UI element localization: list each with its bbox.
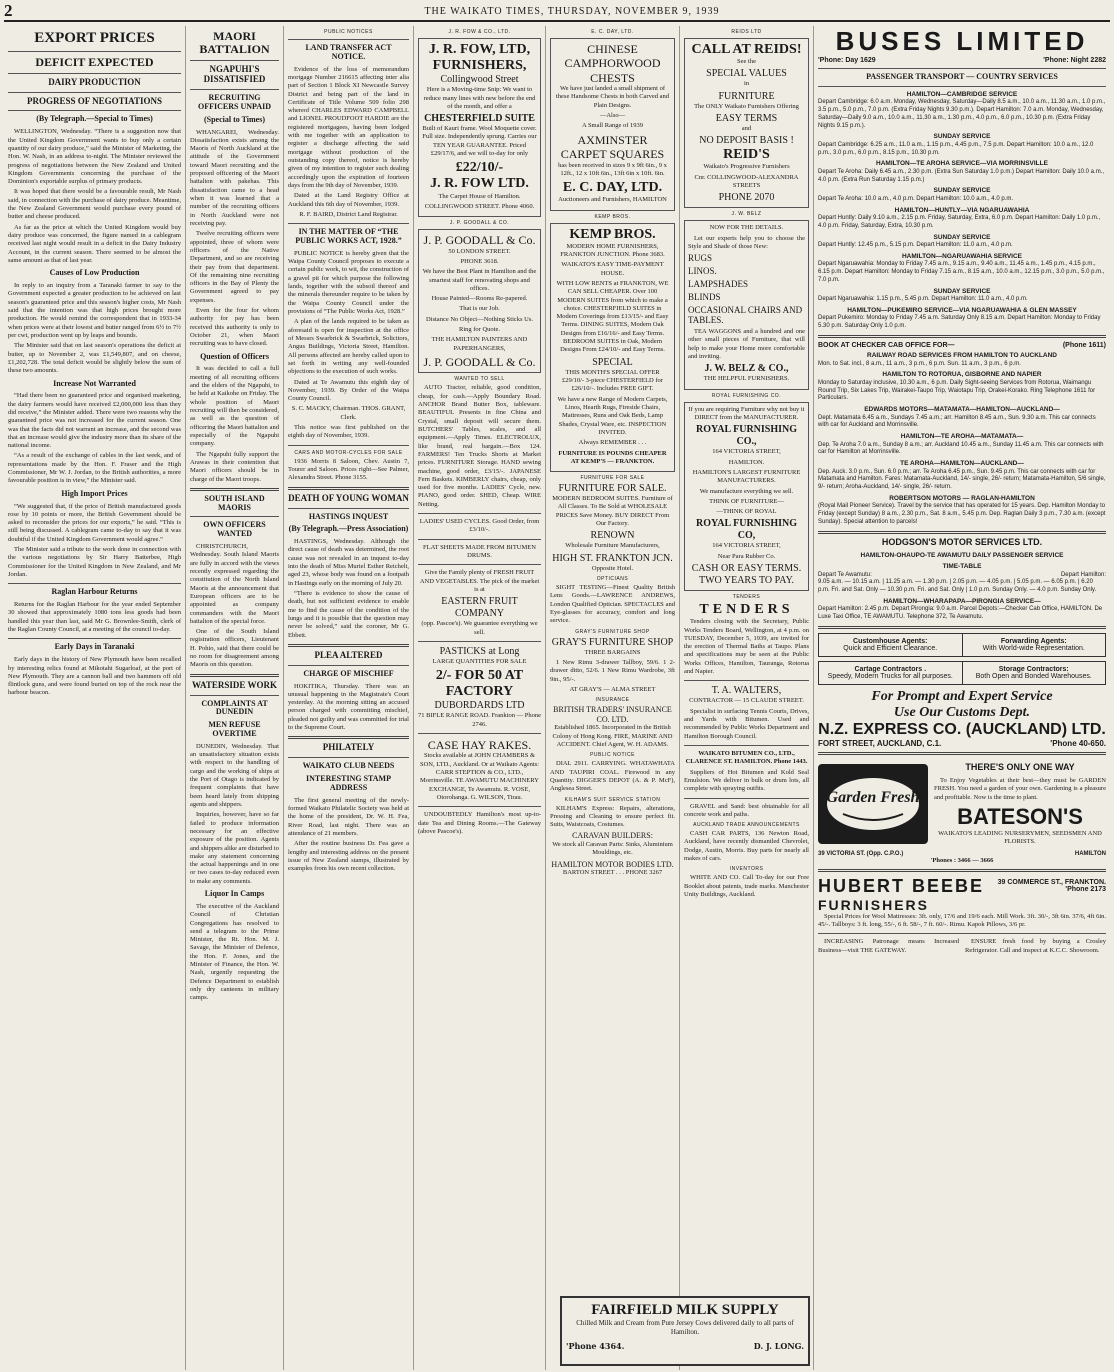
ad-text: 50 LONDON STREET. [448,247,511,255]
article-paragraph: Early days in the history of New Plymouth have been recalled by interesting relics found at Mikotahi Sugarloaf, at the port of New Plymouth. They are a cannon ball and two hammers off old flintlock guns, and were found buried on top of the rock near the harbour beacon. [8,656,181,697]
headline: PHILATELY [322,742,375,753]
notice-signature: S. C. MACKY, Chairman. THOS. GRANT, Clerk. [291,405,406,421]
byline: (By Telegraph.—Press Association) [288,524,409,534]
article-paragraph: The Minister said that on last season's operations the deficit at butter, up to November 2, was £1,549,807, and on cheese, £1,202,728. The total deficit would be slightly below the sum of these two amounts. [8,342,181,375]
ad-price: 2/- FOR 50 AT FACTORY [435,668,524,700]
ad-list-item: OCCASIONAL CHAIRS AND TABLES. [688,304,803,326]
ad-kemp-bros [550,223,675,473]
ad-title: J. R. FOW LTD. [430,176,529,192]
ad-text: WAIKATO'S LEADING NURSERYMEN, SEEDSMEN AND FLORISTS. [938,829,1102,846]
section-label: KILHAM'S SUIT SERVICE STATION [564,796,661,803]
ad-text: The Carpet House of Hamilton. [438,192,521,200]
article-paragraph: It was hoped that there would be a favourable result, Mr Nash said, in connection with the purchase of dairy produce. Meantime, the New Zealand Government would purchase every pound of butter and cheese produced. [8,188,181,221]
ad-text: Ring for Quote. [459,326,500,334]
notice-text: PUBLIC NOTICE is hereby given that the Waipa County Council proposes to execute a certain public work, to wit, the construction of a gravel pit for which purpose the following lands, together with the subsoil thereof and the minerals thereunder require to be taken by the Waipa County Council under the provisions of “The Public Works Act, 1928.” [288,249,409,315]
ad-title: PASTICKS at Long [439,645,520,657]
ad-batesons [818,759,1106,848]
ad-text: Speedy, Modern Trucks for all purposes. [827,673,953,681]
ad-title-hubert-beebe: HUBERT BEEBE [818,875,985,896]
notice-text: Dated at the Land Registry Office at Auckland this 6th day of November, 1939. [288,192,409,208]
ad-title: CASH OR EASY TERMS. [691,563,802,575]
subhead: CHARGE OF MISCHIEF [303,668,394,678]
ad-text: NOW FOR THE DETAILS. [709,224,784,232]
byline: (Special to Times) [203,114,266,124]
notice-text: A plan of the lands required to be taken as aforesaid is open for inspection at the office of Messrs Swarbrick & Swarbrick, Solicitors, Angus Buildings, Victoria Street, Hamilton. All persons affected are hereby called upon to set forth in writing any well-founded objections to the execution of such works. [288,318,409,376]
article-paragraph: One of the South Island registration officers, Lieutenant H. Pohio, said that there could be no room for disagreement among Maoris on this question. [190,628,279,669]
ad-title: SPECIAL [592,356,633,368]
ad-product: CHESTERFIELD SUITE [424,113,535,125]
timetable-ngaruawahia: HAMILTON—NGARUAWAHIA SERVICE Depart Ngaruawahia: Monday to Friday 7.45 a.m., 9.15 a.m., 9.40 a.m., 11.45 a.m., 1.45 p.m., 4.15 p.m., 6.15 p.m. Depart Hamilton: Monday to Friday 7.15 a.m., 8.15 a.m., 10.0 a.m., 12.15 p.m., 3.0 p.m., 5.0 p.m., 7.0 p.m. SUNDAY SERVICE Depart Ngaruawahia: 1.15 p.m., 5.45 p.m. Depart Hamilton: 11.0 a.m., 4.0 p.m. [818,252,1105,303]
ad-address: Collingwood Street [440,74,519,86]
article-paragraph: “Had there been no guaranteed price and organised marketing, the dairy farmers would have received £2,000,000 less than they did receive,” the Minister added. There were two reasons why the guaranteed price was not increased for the current season. One was that the facts did not warrant an increase, and the second was that an increase would give the industry more than its share of the national income. [8,392,181,450]
article-paragraph: After the routine business Dr. Fea gave a lengthy and interesting address on the present issue of New Zealand stamps, illustrated by examples from his own recent collection. [288,840,409,873]
ad-title: SPECIAL VALUES [706,68,787,80]
ad-phone: 'Phone 4364. [566,1341,625,1352]
notice-text: Evidence of the loss of memorandum mortgage Number 216615 affecting inter alia part of Section 1 Block XI Newcastle Survey District and being part of the land in Certificate of Title Volume 509 folio 298 whereof CHARLES EDWARD CAMPBELL and LIONEL PROUDFOOT HARDIE are the registered mortgagees, having been lodged with me together with an application to register a discharge affecting the said mortgage without production of the outstanding copy thereof, notice is hereby given of my intention to register such dealing accordingly upon the expiration of fourteen days from the 9th day of November, 1939. [288,65,409,189]
section-label: OPTICIANS [596,576,629,583]
classified-text: LARGE QUANTITIES FOR SALE [432,657,527,665]
column-maori-battalion [186,26,284,1370]
subhead-deficit: DEFICIT EXPECTED [35,54,154,69]
ad-text: FURNITURE IS POUNDS CHEAPER AT KEMP'S — FRANKTON. [558,449,667,465]
ad-title: J. R. FOW, LTD, FURNISHERS, [428,42,531,74]
ad-text: Specialist in surfacing Tennis Courts, Drives, and Yards with Bitumen. Used and recommended by Public Works Department and Hamilton Borough Council. [684,707,809,740]
timetable-pukemiro: HAMILTON—PUKEMIRO SERVICE—VIA NGARUAWAHIA & GLEN MASSEY Depart Pukemiro: Monday to Friday 7.45 a.m. Saturday Only 8.15 a.m. Depart Hamilton: Monday to Friday 5.30 p.m. Saturday Only 1.0 p.m. [818,307,1101,330]
ad-text: Distance No Object—Nothing Sticks Us. [425,315,534,323]
classified-text: KILHAM'S Express: Repairs, alterations, Pressing and Cleaning to ensure perfect fit. Suits, Waistcoats, Costumes. [550,804,675,829]
notice-heading: IN THE MATTER OF “THE PUBLIC WORKS ACT, 1928.” [295,227,402,246]
timetable-te-aroha: HAMILTON—TE AROHA SERVICE—VIA MORRINSVILLE Depart Te Aroha: Daily 6.45 a.m., 2.30 p.m. (Extra Sun Saturday 1.0 p.m.) Depart Hamilton: Daily 10.0 a.m., 4.0 p.m. (Extra Run Saturday 1.15 p.m.) SUNDAY SERVICE Depart Te Aroha: 10.0 a.m., 4.0 p.m. Depart Hamilton: 10.0 a.m., 4.0 p.m. [818,160,1105,202]
ad-text: HAMILTON. [728,458,765,466]
section-label: FURNITURE FOR SALE [580,475,645,482]
ad-address: 39 COMMERCE ST., FRANKTON. [997,879,1106,887]
article-paragraph: In reply to an inquiry from a Taranaki farmer to say to the Government expected a greater production to be achieved on last season's guaranteed price and this season's higher costs, Mr Nash said that the intention was that high prices brought more production. He would remind the correspondent that in 1933-34 when prices were at their lowest and butter ranged from 6½ to 7½ per cwt, production went up by leaps and bounds. [8,282,181,339]
ad-text: COLLINGWOOD STREET. Phone 4060. [424,202,535,210]
ad-title: J. P. GOODALL & Co. [423,355,536,370]
section-label: WANTED TO SELL [454,376,505,383]
ad-nz-express-2 [818,661,1106,685]
svg-text:Garden Fresh: Garden Fresh [826,788,920,806]
classified-text: 71 BIFLE RANGE ROAD. Frankton — Phone 2746. [418,712,541,728]
notice-text: This notice was first published on the eighth day of November, 1939. [288,424,409,440]
ad-jr-fow [418,38,541,217]
classified-text: UNDOUBTEDLY Hamilton's most up-to-date Tea and Dining Rooms.—The Gateway (above Pascoe's). [418,811,541,835]
phone-day: 'Phone: Day 1629 [818,57,876,64]
ad-heading: Cartage Contractors . [854,666,927,674]
headline: DEATH OF YOUNG WOMAN [288,492,409,503]
ad-title-hodgson: HODGSON'S MOTOR SERVICES LTD. [881,536,1043,547]
ad-text: We stock all Caravan Parts: Sinks, Aluminium Mouldings, etc. [552,841,673,857]
ad-slogan: For Prompt and Expert Service [871,689,1053,705]
ad-list-item: BLINDS [688,291,721,302]
ad-text: THINK OF FURNITURE— [709,497,784,505]
subhead: OWN OFFICERS WANTED [203,520,266,539]
ad-title: AXMINSTER CARPET SQUARES [560,132,665,162]
ad-title-nz-express: N.Z. EXPRESS CO. (AUCKLAND) LTD. [818,721,1106,739]
ad-goodall [418,229,541,373]
ad-title: DUBORDARDS LTD [434,700,525,712]
ad-title: HAMILTON MOTOR BODIES LTD. [551,859,674,869]
section-label: INVENTORS [729,866,764,873]
column-buses-limited [814,26,1110,1370]
ad-title: CARAVAN BUILDERS: [572,831,653,841]
ad-title: RENOWN [590,530,635,542]
notice-text: Dated at Te Awamutu this eighth day of November, 1939. By Order of the Waipa County Council. [288,378,409,403]
ad-text: Here is a Moving-time Snip: We want to reduce many lines with new before the end of the month, and offer a [423,86,536,110]
page-number: 2 [4,1,13,20]
ad-text: We have a new Range of Modern Carpets, Linos, Hearth Rugs, Fireside Chairs, Mattresses, Runs and Oak Beds, Lamp Shades, Crystal Ware, etc. INSPECTION INVITED. [557,395,668,436]
article-paragraph: The Ngapuhi fully support the Arawas in their contention that Maori officers should be in charge of the Maori troops. [190,450,279,483]
ad-heading: THERE'S ONLY ONE WAY [965,762,1075,773]
ad-title: ROYAL FURNISHING CO, [695,518,798,542]
article-paragraph: As far as the price at which the United Kingdom would buy dairy produce was concerned, the figure named in a cablegram received last night would result in a deficit in the Dairy Industry Account, in the current season. There seemed to be almost the same amount as that of last year. [8,223,181,264]
classified-text: 1936 Morris 8 Saloon, Chev. Austin 7, Tourer and Saloon. Prices right—See Palmer, Alexandra Street. Phone 3155. [288,457,409,482]
ad-text: Established 1865. Incorporated in the British Colony of Hong Kong. FIRE, MARINE AND ACCIDENT. Chief Agent, W. H. ADAMS. [552,724,673,748]
garden-fresh-icon [823,774,923,834]
headline: SOUTH ISLAND MAORIS [204,493,265,512]
section-heading: High Import Prices [61,488,128,498]
subhead-dairy: DAIRY PRODUCTION [48,76,141,87]
section-label: E. C. DAY, LTD. [591,29,634,35]
classified-text: SIGHT TESTING—Finest Quality British Lens Goods.—LAWRENCE ANDREWS, London Qualified Optician. SPECTACLES and Eye-glasses for accuracy, comfort and long service. [550,584,675,625]
ad-ec-day [550,38,675,211]
ad-text: A Small Range of 1939 [581,122,644,130]
ad-slogan: Use Our Customs Dept. [893,705,1031,721]
ad-title: GRAY'S FURNITURE SHOP [551,636,674,648]
ad-title: CALL AT REIDS! [691,42,802,57]
ad-title: TWO YEARS TO PAY. [698,575,795,587]
ad-heading: Forwarding Agents: [1000,638,1067,646]
section-label: GRAY'S FURNITURE SHOP [575,628,650,635]
ad-text: If you are requiring Furniture why not buy it DIRECT from the MANUFACTURER. [688,405,805,421]
headline-export-prices: EXPORT PRICES [34,30,155,46]
article-paragraph: “There is evidence to show the cause of death, but not sufficient evidence to enable me to find the cause of the condition of the lungs and it is possible that the question may never be solved,” said the coroner, Mr G. Ebbett. [288,589,409,639]
classified-text: Give the Family plenty of FRESH FRUIT AND VEGETABLES. The pick of the market is at [419,569,540,593]
section-label: J. W. BELZ [731,211,762,218]
ad-phone: 'Phones : 3466 — 3666 [930,856,994,864]
section-label: TENDERS [732,594,761,601]
ad-text: PHONE 3618. [460,257,499,265]
section-label: PUBLIC NOTICE [590,752,635,759]
ad-text: has been received in sizes 9 x 9ft 6in., 9 x 12ft., 12 x 10ft 6in., 13ft 6in x 10ft. 6in. [558,161,667,177]
ad-title: BRITISH TRADERS' INSURANCE CO. LTD. [553,705,672,724]
subhead-progress: PROGRESS OF NEGOTIATIONS [26,95,163,106]
ad-heading: Customhouse Agents: [853,638,928,646]
ad-title: FURNITURE [718,90,775,102]
ad-reids [684,38,809,208]
ad-title: TENDERS [699,602,794,618]
ad-text: THREE BARGAINS [584,648,641,656]
ad-title: J. W. BELZ & CO., [704,363,789,375]
ad-city: HAMILTON [1074,850,1106,857]
ad-text: —THINK OF ROYAL [716,508,777,516]
ad-title: FURNITURE FOR SALE. [558,483,667,495]
subhead: INTERESTING STAMP ADDRESS [306,774,391,792]
notice-heading: LAND TRANSFER ACT NOTICE. [305,43,392,61]
ad-title: E. C. DAY, LTD. [562,180,663,196]
ad-text: We have the Best Plant in Hamilton and the smartest staff for renovating shops and offices. [422,268,537,292]
ad-belz [684,220,809,389]
section-label: ROYAL FURNISHING CO. [711,392,782,399]
ad-title: FAIRFIELD MILK SUPPLY [591,1302,779,1318]
checker-cab-phone: (Phone 1611) [1062,342,1106,350]
classified-text: DIAL 2911. CARRYING. WHATAWHATA AND TAUPIRI COAL. Firewood in any Quantity. DIGGER'S DEPOT (A. & P. McF), Anglesea Street. [550,760,675,793]
section-heading: Causes of Low Production [49,268,140,278]
ad-proprietor: D. J. LONG. [753,1341,804,1352]
section-label: J. R. FOW & CO., LTD. [448,29,511,35]
ad-title: J. P. GOODALL & Co. [423,233,536,248]
section-label: CARS AND MOTOR-CYCLES FOR SALE [294,449,403,456]
ad-text: WAIKATO BITUMEN CO., LTD., CLARENCE ST. HAMILTON. Phone 1443. [685,749,808,766]
article-paragraph: WELLINGTON, Wednesday. “There is a suggestion now that the United Kingdom Government wants to buy only a certain quantity of our dairy produce,” said the Minister of Marketing, the Hon. W. Nash, in an address to-night. The Minister reviewed the progress of negotiations between the New Zealand and United Kingdom Governments concerning the purchase of the Dominion's exportable surplus of primary products. [8,128,181,186]
notice-text: Tenders closing with the Secretary, Public Works Tenders Board, Wellington, at 4 p.m. on TUESDAY, December 5, 1939, are invited for the erection of Thermal Baths at Taupo. Plans and specifications may be seen at the Public Works Offices, Hamilton, Tauranga, Rotorua and Napier. [684,618,809,676]
ad-title-buses-limited: BUSES LIMITED [835,26,1089,56]
ad-subtitle: FURNISHERS [818,896,930,913]
ad-list-item: LAMPSHADES [688,278,749,289]
subhead: NGAPUHI'S DISSATISFIED [203,64,266,85]
ad-text: Near Para Rubber Co. [717,552,776,560]
timetable-cambridge: HAMILTON—CAMBRIDGE SERVICE Depart Cambridge: 6.0 a.m. Monday, Wednesday, Saturday—Daily 8.5 a.m., 10.0 a.m., 11.30 a.m., 1.0 p.m., 3.5 p.m., 5.0 p.m., 7.0 p.m. (Extra Friday Nights 9.30 p.m.). Depart Hamilton: 7.0 a.m. Monday, Wednesday, Saturday—Daily 9.0 a.m., 10.0 a.m., 11.30 a.m., 1.30 p.m., 4.0 p.m., 6.0 p.m., 10.30 p.m. (Extra Friday Nights 9.15 p.m.). SUNDAY SERVICE Depart Cambridge: 6.25 a.m., 11.0 a.m., 1.15 p.m., 4.45 p.m., 7.5 p.m. Depart Hamilton: 10.0 a.m., 12.0 p.m., 3.0 p.m., 6.0 p.m., 8.15 p.m., 10.30 p.m. [818,90,1106,156]
ad-text: WITH LOW RENTS at FRANKTON, WE CAN SELL CHEAPER. Over 100 MODERN SUITES from which to make a choice. CHESTERFIELD SUITES in Modern Coverings from £13/15/- and Easy Terms. DINING SUITES, Modern Oak Designs from £16/16/- and Easy Terms. BEDROOM SUITES in Oak, Modern Designs From £24/10/- and Easy Terms. [556,279,669,354]
ad-text: We manufacture everything we sell. [699,487,794,495]
ad-text: WAIKATO'S EASY TIME-PAYMENT HOUSE. [561,261,664,277]
classified-text: WHITE AND CO. Call To-day for our Free Booklet about patents, trade marks. Manchester Unity Buildings, Auckland. [684,874,809,898]
ad-text: MODERN HOME FURNISHERS, FRANKTON JUNCTION. Phone 3683. [560,242,665,258]
timetable-checker: RAILWAY ROAD SERVICES FROM HAMILTON TO AUCKLAND Mon. to Sat. incl., 8 a.m., 11 a.m., 3 p.m., 6 p.m. Sun. 11 a.m., 3 p.m., 6 p.m. HAMILTON TO ROTORUA, GISBORNE AND NAPIER Monday to Saturday inclusive, 10.30 a.m., 6 p.m. Daily Sight-seeing Services from Rotorua, Waimangu Round Trip, Six Lakes Trip, Wairakei-Taupo Trip, Waiotapu Trip, Orakei-Korako. Ring Telephone 1611 for Particulars. EDWARDS MOTORS—MATAMATA—HAMILTON—AUCKLAND— Dept. Matamata 6.45 a.m., Sundays 7.45 a.m.; arr. Hamilton 8.45 a.m., Sun. 9.30 a.m. This car connects with car for Auckland and Morrinsville. HAMILTON—TE AROHA—MATAMATA— Dep. Te Aroha 7.0 a.m., Sunday 8 a.m.; arr. Auckland 10.45 a.m., Sunday 11.45 a.m. This car connects with car for Hamilton at Morrinsville. TE AROHA—HAMILTON—AUCKLAND— Dep. Auck. 3.0 p.m., Sun. 6.0 p.m.; arr. Te Aroha 6.45 p.m., Sun. 9.45 p.m. This car connects with car for Matamata and Hamilton. Fares: Matamata-Auckland, 14/- single, 26/- return; Matamata-Hamilton, 5/6 single, 9/- return; Aroha-Auckland, 14/- single, 26/- return. ROBERTSON MOTORS — RAGLAN-HAMILTON (Royal Mail Pioneer Service). Travel by the service that has operated for 15 years. Dep. Hamilton Monday to Friday (except Sunday) 8 a.m., 2.30 p.m., Sat. 8 a.m., 5.45 p.m. Dep. Raglan Daily 3 p.m., 7.30 a.m. (except Sunday). Special attention to parcels! [818,352,1106,526]
ad-text: See the [737,58,756,66]
ad-text: Wholesale Furniture Manufacturers, [565,542,660,550]
garden-fresh-logo [818,764,928,844]
ad-text: BARTON STREET . . . PHONE 3267 [562,869,663,877]
ad-title: EASY TERMS [715,113,778,125]
classified-text: INCREASING Patronage means Increased Business—visit THE GATEWAY. [818,938,959,954]
ad-text: Suppliers of Hot Bitumen and Kold Seal Emulsion. We deliver in bulk or drum lots, all complete with spraying outfits. [684,768,809,793]
section-label: REIDS LTD [731,29,762,35]
article-paragraph: “We suggested that, if the price of British manufactured goods rose by 10 points or more, the British Government should be asked to reconsider the prices for our exports,” he said. “This is still being discussed. A cablegram came to-day to say that it was doubtful if the United Kingdom Government would agree.” [8,502,181,543]
ad-text: The ONLY Waikato Furnishers Offering [694,102,799,110]
ad-royal-furnishing [684,402,809,591]
ad-text: HAMILTON'S LARGEST FURNITURE MANUFACTURERS. [692,468,801,485]
ad-text: With World-wide Representation. [982,645,1085,653]
ad-nz-express [818,633,1106,657]
ad-phone: 'Phone 2173 [1065,886,1106,894]
ad-title: KEMP BROS. [569,226,656,242]
classified-text: AUTO Tractor, reliable, good condition, cheap, for cash.—Apply Boundary Road. ANCHOR Brand Butter Box, tableware. BEAUTIFUL Presents in fine China and Crystal, small deposit will secure them. BUTCHERS' Tables, scales, and all equipment.—Apply Times. ELECTROLUX, like brand, real bargain.—Box 124. FARMERS! Ten Trucks Shorts at Market prices. FURNITURE Storage. HAND sewing machine, good order, £3/15/-. JAPANESE Fern Baskets. KIMBERLY chairs, cheap, only used for five months. LADIES' Cycle, new. PIANO, good order. SHED, Cheap. WIRE Netting. [418,384,541,508]
notice-signature: R. F. BAIRD, District Land Registrar. [299,210,398,218]
ad-text: CONTRACTOR — 15 CLAUDE STREET. [689,697,804,705]
headline: WATERSIDE WORK [192,679,277,690]
classified-text: Stocks available at JOHN CHAMBERS & SON, LTD., Auckland. Or at Waikato Agents: CARR STEPTION & CO., LTD., Morrinsville. TE AWAMUTU MACHINERY EXCHANGE, Te Awamutu. R. VOSE, Otorohanga. G. WILSON, Tirau. [420,752,539,801]
ad-title: REID'S [723,147,770,163]
column-day-kemp [546,26,680,1370]
section-label: KEMP BROS. [594,213,631,220]
ad-text: House Painted—Rooms Re-papered. [431,295,528,303]
ad-text: Auctioneers and Furnishers, HAMILTON [558,196,667,204]
ad-text: Quick and Efficient Clearance. [843,645,938,653]
ad-list-item: LINOS. [688,266,717,277]
subhead: HASTINGS INQUEST [308,511,389,521]
ad-title: HIGH ST. FRANKTON JCN. [552,552,673,564]
subhead: RECRUITING OFFICERS UNPAID [198,93,271,111]
section-label: PUBLIC NOTICES [324,29,373,35]
ad-text: We have just landed a small shipment of these Handsome Chests in both Carved and Plain Designs. [555,85,669,109]
subhead: MEN REFUSE OVERTIME [208,720,261,738]
ad-text: To Enjoy Vegetables at their best—they must be GARDEN FRESH. You need a garden of your own. Gardening is a pleasure and profitable. Now is the time to plant. [934,776,1106,801]
ad-text: in [743,80,750,88]
headline: PLEA ALTERED [314,649,383,660]
section-heading: Liquor In Camps [204,889,265,899]
article-paragraph: Even for the four for whom authority for pay has been received this authority is only to October 21, when Maori recruiting was to have closed. [190,307,279,348]
article-paragraph: HOKITIKA, Thursday. There was an unusual happening in the Magistrate's Court yesterday. At the morning sitting an accused person charged with committing mischief, pleaded not guilty and was committed for trial to the Supreme Court. [288,682,409,732]
timetable-hodgson: HAMILTON-OHAUPO-TE AWAMUTU DAILY PASSENGER SERVICE TIME-TABLE Depart Te Awamutu: Depart Hamilton: 9.05 a.m. — 10.15 a.m. | 11.25 a.m. — 1.30 p.m. | 2.05 p.m. — 4.05 p.m. | 5.05 p.m. — 6.05 p.m. | 6.20 p.m. Fri. and Sat. Only — 10.30 p.m. Fri. and Sat. Only | 1.0 p.m. Sunday Only. — 4.0 p.m. Sunday Only. HAMILTON—WHARAPAPA—PIRONGIA SERVICE— Depart Hamilton: 2.45 p.m. Depart Pirongia: 9.0 a.m. Parcel Depots:—Checker Cab Office, HAMILTON. De Luxe Taxi Office, TE AWAMUTU. Telephone 372, Te Awamutu. [818,551,1106,621]
ad-text: Cnr. COLLINGWOOD-ALEXANDRA STREETS [694,173,799,190]
ad-text: TEA WAGGONS and a hundred and one other small pieces of Furniture, that will help to make your Home more comfortable and inviting. [688,328,805,361]
ad-text: THE HELPFUL FURNISHERS. [703,375,790,383]
ad-phone: PHONE 2070 [718,192,775,204]
classified-text: (opp. Pascoe's). We guarantee everything we sell. [421,620,538,636]
ad-title: CASE HAY RAKES. [427,738,532,753]
article-paragraph: HASTINGS, Wednesday. Although the direct cause of death was determined, the root cause was not revealed in an inquest to-day into the death of Miss Muriel Esther Reichelt, aged 23, whose body was found on a footpath in Hastings early on the morning of July 20. [288,538,409,587]
section-heading: Question of Officers [200,351,269,361]
ad-text: Waikato's Progressive Furnishers [703,163,790,171]
article-paragraph: Twelve recruiting officers were appointed, three of whom were officers of the Native Department, and so are receiving their pay from that department. Of the remaining nine recruiting officers in the Bay of Plenty the Government agreed to pay expenses. [190,230,279,304]
ad-text: AT GRAY'S — ALMA STREET [569,685,656,693]
section-heading: Early Days in Taranaki [54,642,135,652]
section-label: INSURANCE [595,697,630,704]
article-paragraph: The Minister said a tribute to the work done in connection with the various negotiations by Sir Harry Batterbee, High Commissioner for the United Kingdom in New Zealand, and Mr Jordan. [8,546,181,579]
checker-cab-heading: BOOK AT CHECKER CAB OFFICE FOR— [818,342,955,350]
article-paragraph: It was decided to call a full meeting of all recruiting officers and the elders of the Ngapuhi, to be held at Kaikohe on Friday. The whole position of Maori recruiting will then be considered, as well as the question of officering the Maori battalion and especially of the Ngapuhi company. [190,365,279,448]
article-paragraph: “As a result of the exchange of cables in the last week, and of representations made by the Hon. F. Fraser and the High Commissioner, Mr W. J. Jordan, to the British authorities, a more favourable position is in view,” the Minister said. [8,452,181,485]
ad-title: NO DEPOSIT BASIS ! [699,135,794,147]
classified-text: LADIES' USED CYCLES. Good Order, from £3/10/-. [419,518,540,534]
section-heading: Increase Not Warranted [53,378,136,388]
article-paragraph: Inquiries, however, have so far failed to produce information necessary for an effective exposure of the position. Agents and shippers alike are disturbed to make any statement concerning the actual happenings and in one or two cases to-day reduced even to make any comments. [190,811,279,885]
column-export-prices [4,26,186,1370]
ad-price: £22/10/- [455,160,504,176]
ad-text: Built of Kauri frame. Wool Moquette cover. Full size. Independently sprung. Carries our TEN YEAR GUARANTEE. Priced £29/17/6, and we will to-day for only [422,125,537,158]
ad-text: Chilled Milk and Cream from Pure Jersey Cows delivered daily to all parts of Hamilton. [576,1319,794,1337]
section-label: AUCKLAND TRADE ANNOUNCEMENTS [693,822,800,829]
ad-title: EASTERN FRUIT COMPANY [441,596,518,620]
ad-text: 1 New Rimu 3-drawer Tallboy, 59/6. 1 2-drawer ditto, 52/6. 1 New Rimu Wardrobe, 3ft 9in., 95/-. [550,658,675,683]
ad-hubert-beebe [818,876,1106,897]
ad-text: THE HAMILTON PAINTERS AND PAPERHANGERS, [431,336,528,352]
ad-title: ROYAL FURNISHING CO., [695,424,798,448]
masthead-title: THE WAIKATO TIMES, THURSDAY, NOVEMBER 9, 1939 [424,5,720,17]
classified-text: FLAT SHEETS MADE FROM BITUMEN DRUMS. [423,543,536,560]
ad-text: GRAVEL and Sand: best obtainable for all concrete work and paths. [684,802,809,818]
byline: (By Telegraph.—Special to Times) [36,114,153,124]
ad-heading: Storage Contractors: [998,666,1069,674]
ad-title: CHINESE CAMPHORWOOD CHESTS [564,42,661,85]
column-fow-goodall [414,26,546,1370]
article-paragraph: Returns for the Raglan Harbour for the year ended September 30 showed that approximately 1080 tons less goods had been handled this year than last, said Mr G. Brownlee-Smith, clerk of the Raglan County Council, at a meeting of the council to-day. [8,601,181,634]
ad-phone: 'Phone 40-650. [1050,739,1106,749]
ad-text: and [741,125,752,133]
phone-night: 'Phone: Night 2282 [1043,57,1106,64]
timetable-huntly: HAMILTON—HUNTLY—VIA NGARUAWAHIA Depart Huntly: Daily 9.10 a.m., 2.15 p.m. Friday, Saturday, Extra, 6.0 p.m. Depart Hamilton: Daily 1.0 p.m., 4.0 p.m. Friday, Saturday, Extra, 10.30 p.m. SUNDAY SERVICE Depart Huntly: 12.45 p.m., 5.15 p.m. Depart Hamilton: 11.0 a.m., 4.0 p.m. [818,206,1101,249]
article-paragraph: WHANGAREI, Wednesday. Dissatisfaction exists among the Maoris of North Auckland at the attitude of the Government toward Maori recruiting and the proposed officering of the Maori battalion with pakehas. This dissatisfaction came to a head when it was learned that a number of the recruiting officers in North Auckland were not receiving pay. [190,128,279,227]
column-public-notices [284,26,414,1370]
section-heading: Raglan Harbour Returns [51,587,138,597]
subhead: COMPLAINTS AT DUNEDIN [201,698,268,717]
ad-address: 39 VICTORIA ST. (Opp. C.P.O.) [818,850,904,857]
ad-text: THIS MONTH'S SPECIAL OFFER £29/10/- 3-piece CHESTERFIELD for £26/10/-. Includes FREE GIFT. [562,368,663,393]
headline-maori-battalion: MAORI BATTALION [199,29,270,57]
ad-text: Always REMEMBER . . . [578,439,647,447]
ad-title: T. A. WALTERS, [711,685,782,697]
ad-text: 164 VICTORIA STREET, [712,542,781,550]
masthead [4,2,1110,22]
ad-address: FORT STREET, AUCKLAND, C.1. [818,739,942,749]
article-paragraph: The executive of the Auckland Council of Christian Congregations has resolved to send a telegram to the Prime Minister, the Rt. Hon. M. J. Savage, the Minister of Defence, the Hon. F. Jones, and the Minister of Finance, the Hon. W. Nash, urgently requesting the Defence Department to establish only dry canteens in military camps. [190,902,279,1002]
article-paragraph: CHRISTCHURCH, Wednesday. South Island Maoris are fully in accord with the views recently expressed regarding the constitution of the North Island Maoris at the announcement that European officers are to be appointed as company commanders with the Maori battalion of the special force. [190,543,279,625]
ad-text: That is our Job. [459,305,500,313]
ad-text: Special Prices for Wool Mattresses: 3ft. only, 17/6 and 19/6 each. Mill Work. 3ft. 30/-, 3ft 6in. 37/6, 4ft 6in. 45/-. Tallboys: 3 ft. long, 55/-, 6 ft. 58/-, 7 ft. 60/-. Rimu. Kapok Pillows, 3/6 pr. [818,912,1106,929]
ad-list-item: RUGS [688,253,713,264]
ad-text: MODERN BEDROOM SUITES. Furniture of All Classes. To Be Sold at WHOLESALE PRICES Save Money. BUY DIRECT From Our Factory. [552,495,673,528]
column-reids-royal [680,26,814,1370]
ad-text: —Also— [599,112,626,120]
article-paragraph: DUNEDIN, Wednesday. That an unsatisfactory situation exists with respect to the handling of cargo and the working of ships at the Port of Otago is indicated by frequent complaints that have been heard lately from shipping agents and shippers. [190,742,279,808]
classified-text: ENSURE fresh food by buying a Crosley Refrigerator. Call and inspect at K.C.C. Showroom. [965,938,1106,954]
ad-text: Let our experts help you to choose the Style and Shade of those New: [688,234,805,250]
ad-text: 164 VICTORIA STREET, [712,448,781,456]
classified-text: CASH CAR PARTS, 136 Newton Road, Auckland, have recently dismantled Chevrolet, Dodge, Austin, Morris. Buy parts for nearly all makes of cars. [684,830,809,863]
ad-text: Both Open and Bonded Warehouses. [975,673,1092,681]
article-paragraph: The first general meeting of the newly-formed Waikato Philatelic Society was held at the home of the president, Dr. W. H. Fea, River Road, last night. There was an attendance of 21 members. [288,796,409,837]
subhead: WAIKATO CLUB NEEDS [302,761,395,771]
section-heading: PASSENGER TRANSPORT — COUNTRY SERVICES [866,72,1058,81]
ad-title-batesons: BATESON'S [957,803,1083,829]
section-label: J. P. GOODALL & CO. [449,220,510,227]
ad-text: Opposite Hotel. [591,564,634,572]
